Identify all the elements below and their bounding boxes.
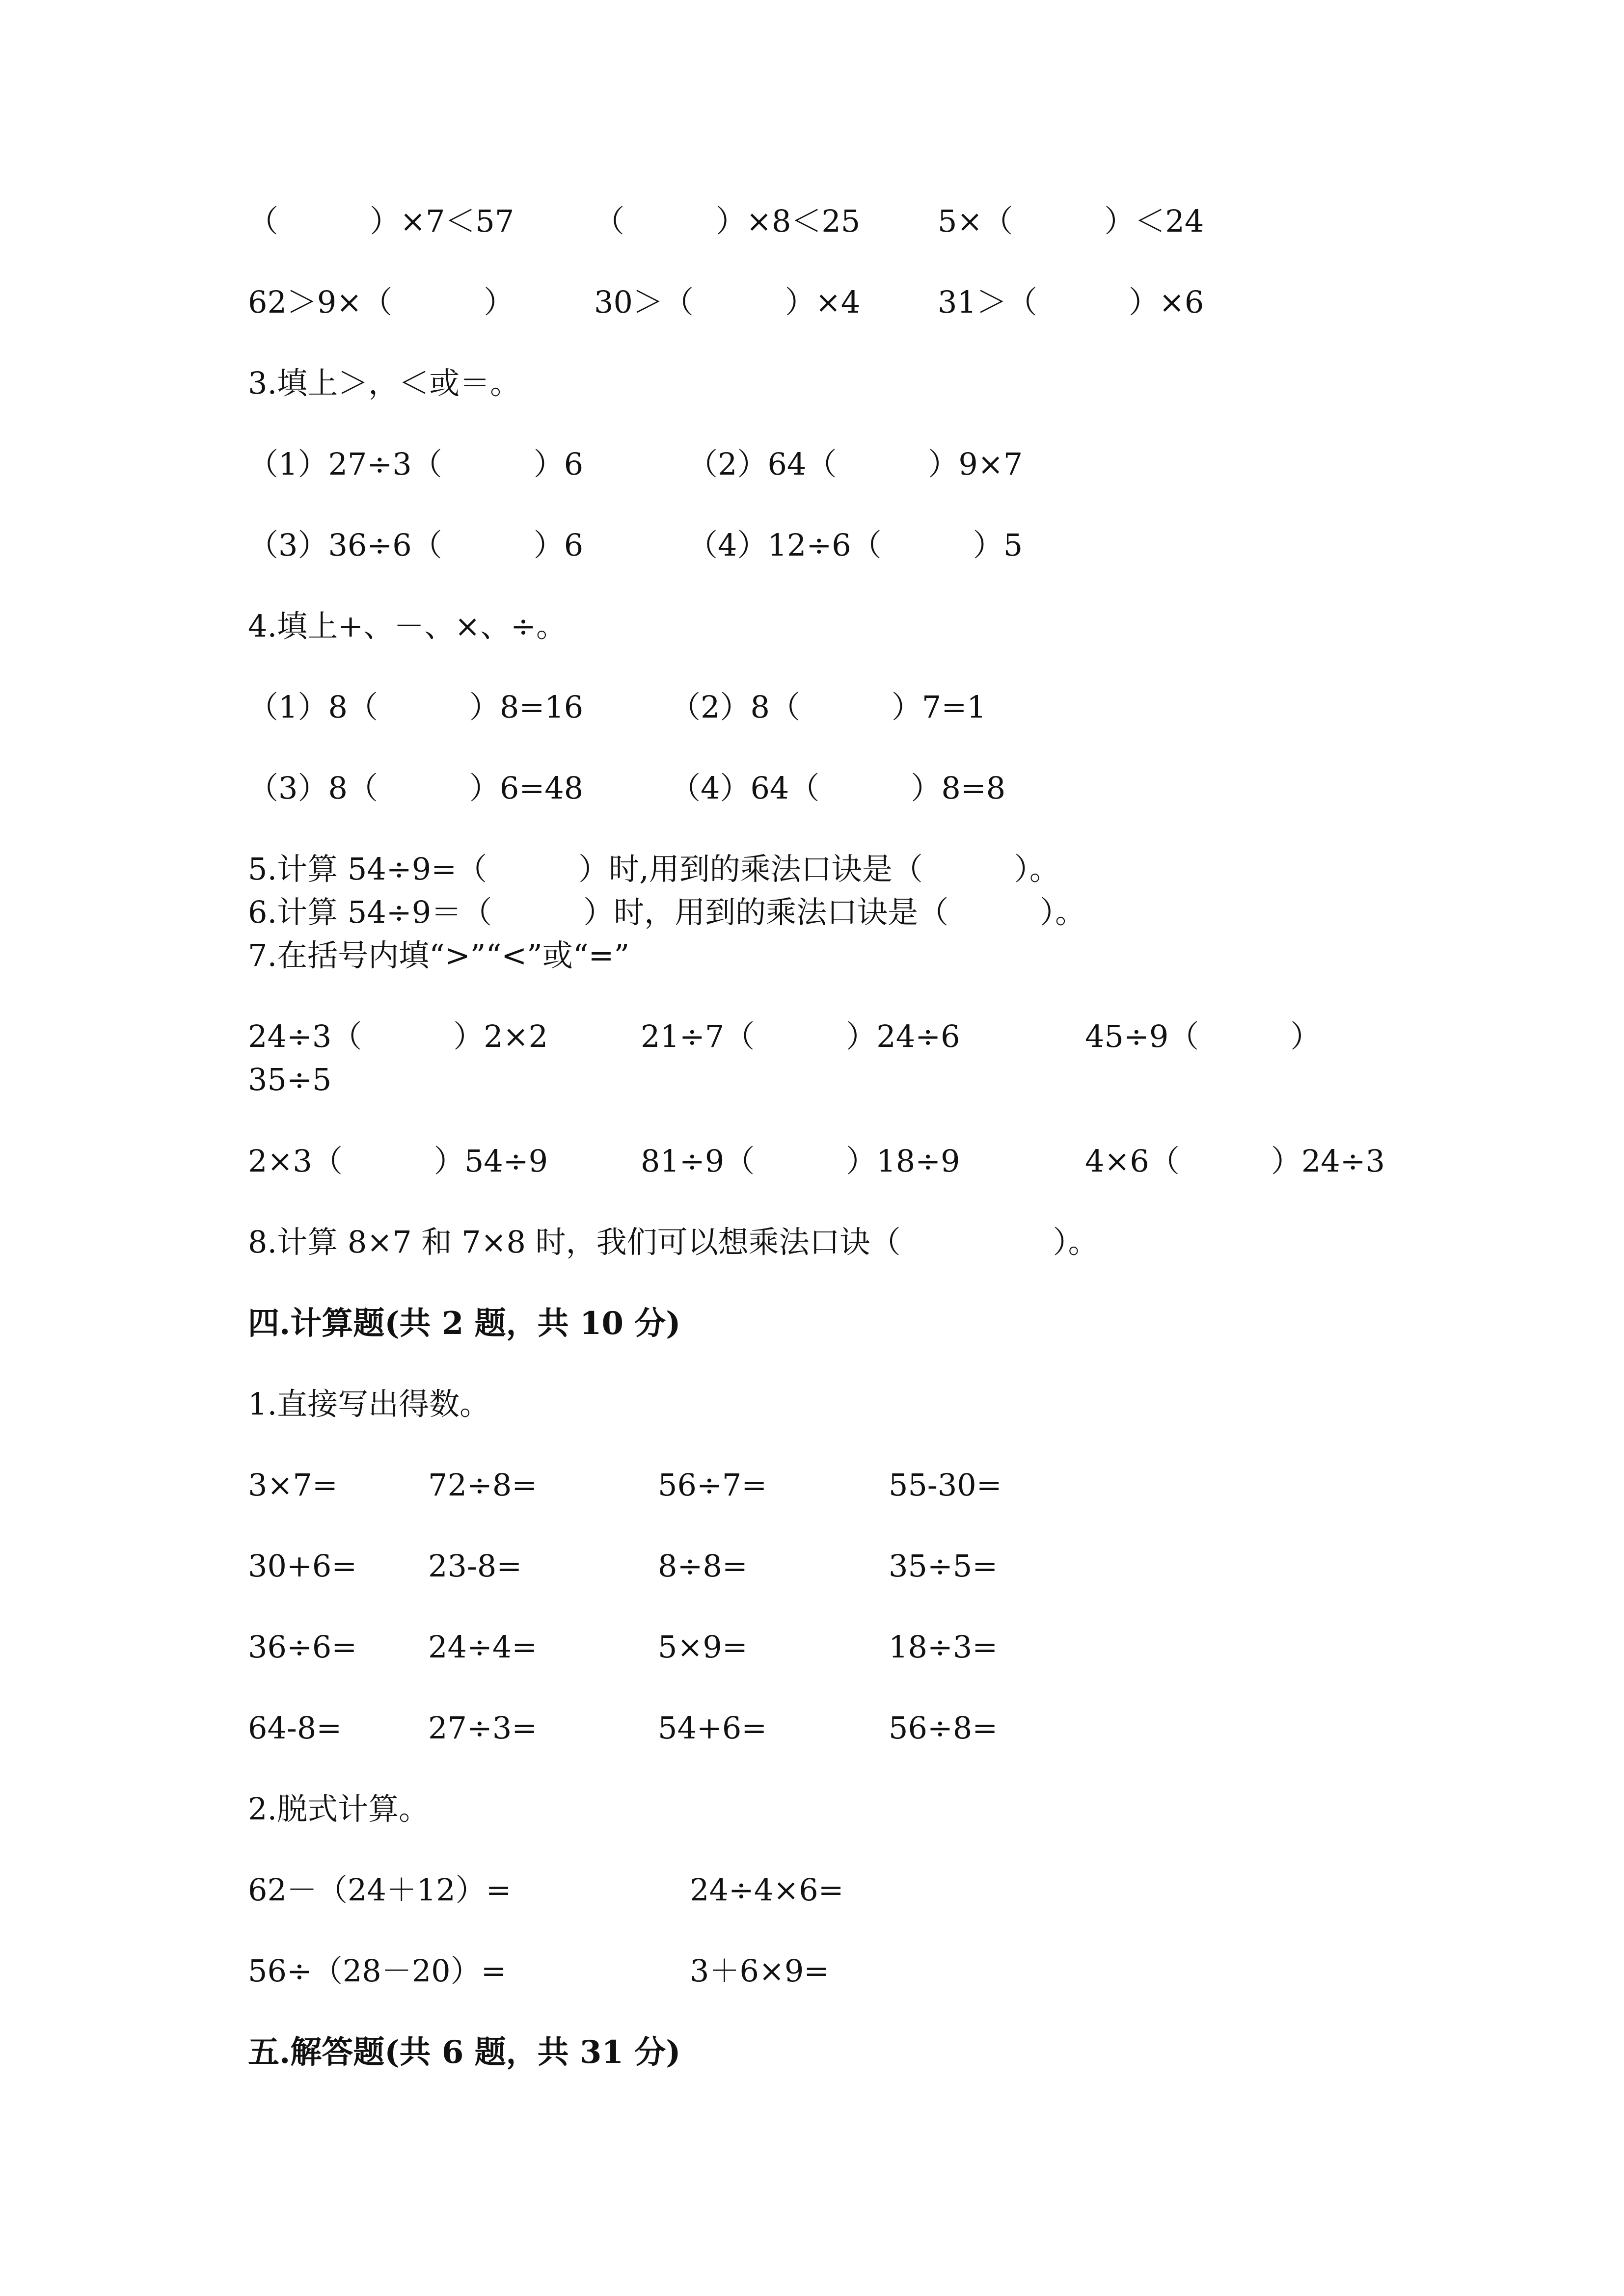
q7-row1-item3: 45÷9（ ） [1085,1018,1321,1054]
stepcalc-r1-c1: 62－（24＋12）= [248,1872,512,1908]
calc-r2-c1: 30+6= [248,1548,357,1584]
calc-r1-c1: 3×7= [248,1467,338,1503]
q3-item-1: （1）27÷3（ ）6 [248,446,584,482]
q3-title: 3.填上＞，＜或＝。 [248,365,521,401]
q7-row2-item3: 4×6（ ）24÷3 [1085,1143,1385,1179]
q7-row2-item1: 2×3（ ）54÷9 [248,1143,548,1179]
q4-title: 4.填上+、－、×、÷。 [248,608,567,644]
calc-r1-c3: 56÷7= [658,1467,767,1503]
calc-r4-c1: 64-8= [248,1710,342,1746]
stepcalc-r2-c1: 56÷（28－20）= [248,1953,507,1989]
section4-q1-title: 1.直接写出得数。 [248,1386,490,1422]
q4-item-4: （4）64（ ）8=8 [670,770,1006,806]
calc-r1-c4: 55-30= [889,1467,1002,1503]
calc-r1-c2: 72÷8= [428,1467,538,1503]
q2-row1-item2: （ ）×8＜25 [594,203,861,239]
q2-row1-item3: 5×（ ）＜24 [938,203,1204,239]
q2-row2-item1: 62＞9×（ ） [248,284,514,320]
q5-text: 5.计算 54÷9=（ ）时,用到的乘法口诀是（ ）。 [248,851,1060,887]
q3-item-4: （4）12÷6（ ）5 [687,527,1023,563]
q6-text: 6.计算 54÷9＝（ ）时，用到的乘法口诀是（ ）。 [248,894,1086,930]
q2-row2-item2: 30＞（ ）×4 [594,284,861,320]
calc-r2-c4: 35÷5= [889,1548,998,1584]
calc-r2-c3: 8÷8= [658,1548,748,1584]
calc-r2-c2: 23-8= [428,1548,522,1584]
q4-item-2: （2）8（ ）7=1 [670,689,986,725]
q2-row2-item3: 31＞（ ）×6 [938,284,1204,320]
calc-r4-c2: 27÷3= [428,1710,538,1746]
q3-item-3: （3）36÷6（ ）6 [248,527,584,563]
section4-title: 四.计算题(共 2 题，共 10 分) [248,1305,681,1342]
section5-title: 五.解答题(共 6 题，共 31 分) [248,2034,681,2071]
calc-r4-c4: 56÷8= [889,1710,998,1746]
q7-row1-wrap: 35÷5 [248,1062,332,1097]
q7-row1-item2: 21÷7（ ）24÷6 [641,1018,960,1054]
calc-r4-c3: 54+6= [658,1710,767,1746]
calc-r3-c3: 5×9= [658,1629,748,1665]
stepcalc-r1-c2: 24÷4×6= [690,1872,844,1908]
q3-item-2: （2）64（ ）9×7 [687,446,1023,482]
q7-row2-item2: 81÷9（ ）18÷9 [641,1143,960,1179]
calc-r3-c4: 18÷3= [889,1629,998,1665]
calc-r3-c2: 24÷4= [428,1629,538,1665]
calc-r3-c1: 36÷6= [248,1629,357,1665]
q4-item-1: （1）8（ ）8=16 [248,689,584,725]
q2-row1-item1: （ ）×7＜57 [248,203,514,239]
q7-row1-item1: 24÷3（ ）2×2 [248,1018,548,1054]
q8-text: 8.计算 8×7 和 7×8 时，我们可以想乘法口诀（ ）。 [248,1224,1099,1260]
stepcalc-r2-c2: 3＋6×9= [690,1953,830,1989]
q4-item-3: （3）8（ ）6=48 [248,770,584,806]
section4-q2-title: 2.脱式计算。 [248,1791,430,1827]
q7-title: 7.在括号内填“>”“<”或“=” [248,937,630,973]
